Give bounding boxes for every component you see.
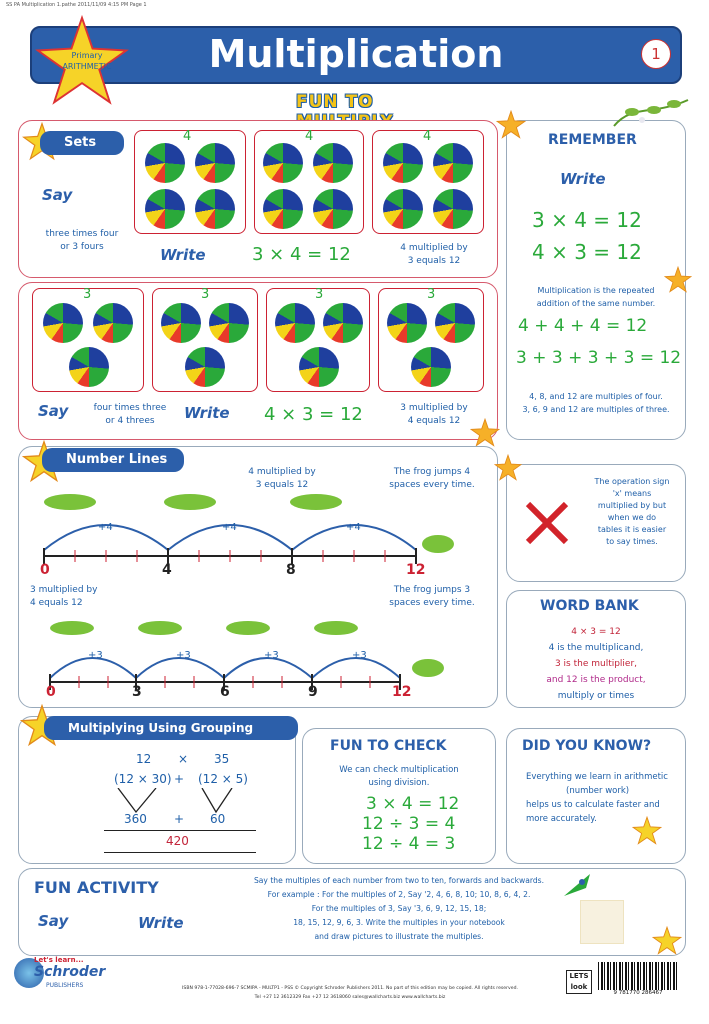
star-icon <box>632 816 662 846</box>
write-icon: Write <box>184 404 230 422</box>
jump-label: +3 <box>352 650 367 661</box>
ball-icon <box>145 189 185 229</box>
op-line: to say times. <box>606 537 658 546</box>
know-line: more accurately. <box>526 814 597 824</box>
mult-line: 3 multiplied by <box>400 403 468 413</box>
say-icon: Say <box>42 186 73 204</box>
jump-label: +4 <box>222 522 237 533</box>
footer-line: ISBN 978-1-77028-696-7 SCMIPA - MULTP1 - PSS © Copyright Schroder Publishers 2011. No part of this edition may be copied. All rights reserved. <box>182 986 518 991</box>
say-text-2 <box>82 402 178 428</box>
nl-mark: 12 <box>392 684 412 700</box>
multiples-line: 4, 8, and 12 are multiples of four. <box>529 392 663 401</box>
multiplied-text-1 <box>384 242 484 268</box>
multiples-line: 3, 6, 9 and 12 are multiples of three. <box>522 405 670 414</box>
word-bank-heading: WORD BANK <box>540 598 639 614</box>
jump-label: +4 <box>346 522 361 533</box>
remember-line: addition of the same number. <box>536 299 656 308</box>
say-icon: Say <box>38 402 69 420</box>
know-line: Everything we learn in arithmetic <box>526 772 668 782</box>
ball-icon <box>383 189 423 229</box>
ball-icon <box>313 143 353 183</box>
know-line: (number work) <box>566 786 630 796</box>
divider <box>104 852 256 853</box>
grouping-plus2: + <box>174 812 185 826</box>
multiplied-text-2 <box>384 402 484 428</box>
frog-line: spaces every time. <box>389 480 475 490</box>
nl-mark: 4 <box>162 562 172 578</box>
say-line-4: or 4 threes <box>105 416 155 426</box>
set-count: 3 <box>83 287 92 302</box>
activity-heading: FUN ACTIVITY <box>34 878 159 897</box>
logo-line: look <box>570 983 588 991</box>
nl-line: 3 equals 12 <box>255 480 309 490</box>
footer-text <box>150 984 550 1002</box>
grouping-g2: (12 × 5) <box>198 772 248 786</box>
wb-line: 3 is the multiplier, <box>554 659 638 669</box>
word-bank-text <box>506 624 686 704</box>
equation-4x3: 4 × 3 = 12 <box>264 404 363 425</box>
rocket-icon <box>560 870 596 900</box>
jump-label: +4 <box>98 522 113 533</box>
ball-icon <box>411 347 451 387</box>
write-icon: Write <box>138 914 184 932</box>
set-count: 4 <box>183 129 192 144</box>
ball-icon <box>161 303 201 343</box>
set-count: 4 <box>305 129 314 144</box>
remember-eq2: 4 × 3 = 12 <box>532 240 642 264</box>
op-line: The operation sign <box>594 477 670 486</box>
logo-line: LETS <box>569 972 589 980</box>
grouping-plus: + <box>174 772 185 786</box>
wb-line: multiply or times <box>557 691 635 701</box>
say-icon: Say <box>38 912 69 930</box>
page-number: 1 <box>641 39 671 69</box>
wb-line: 4 is the multiplicand, <box>548 643 644 653</box>
activity-text <box>234 874 564 944</box>
remember-eq1: 3 × 4 = 12 <box>532 208 642 232</box>
op-line: 'x' means <box>612 489 652 498</box>
notepad-icon <box>580 900 624 944</box>
frog-line: The frog jumps 4 <box>393 467 471 477</box>
check-text <box>304 764 494 790</box>
mult-line: 4 equals 12 <box>407 416 461 426</box>
ball-icon <box>433 189 473 229</box>
nl-mark: 9 <box>308 684 318 700</box>
set-box <box>32 288 144 392</box>
equation-3x4: 3 × 4 = 12 <box>252 244 351 265</box>
grouping-r1: 360 <box>124 812 147 826</box>
grouping-n1: 12 <box>136 752 152 766</box>
set-count: 3 <box>315 287 324 302</box>
ball-icon <box>185 347 225 387</box>
set-box <box>134 130 246 234</box>
ball-icon <box>93 303 133 343</box>
ball-icon <box>263 143 303 183</box>
ball-icon <box>43 303 83 343</box>
activity-line: and draw pictures to illustrate the multiples. <box>314 932 484 941</box>
wb-line: 4 × 3 = 12 <box>571 627 621 637</box>
barcode-icon <box>598 962 678 990</box>
primary-badge <box>52 50 122 72</box>
write-icon: Write <box>160 246 206 264</box>
grouping-op: × <box>178 752 189 766</box>
footer-line: Tel +27 12 3612329 Fax +27 12 3618060 sales@wallcharts.biz www.wallcharts.biz <box>254 995 446 1000</box>
say-line-1: three times four <box>45 229 119 239</box>
check-line: using division. <box>368 778 430 788</box>
nl-mark: 3 <box>132 684 142 700</box>
say-line-2: or 3 fours <box>60 242 104 252</box>
op-line: tables it is easier <box>597 525 667 534</box>
say-text <box>32 228 132 254</box>
print-note: SS PA Multiplication 1.pathe 2011/11/09 4:15 PM Page 1 <box>6 2 147 8</box>
jump-label: +3 <box>264 650 279 661</box>
set-box <box>266 288 370 392</box>
ball-icon <box>263 189 303 229</box>
set-box <box>254 130 364 234</box>
barcode-number: 9 781770 286467 <box>613 990 663 996</box>
number-line-2 <box>30 598 490 698</box>
activity-line: For the multiples of 3, Say '3, 6, 9, 12, 15, 18; <box>311 904 487 913</box>
page-title: Multiplication <box>208 32 504 76</box>
ball-icon <box>383 143 423 183</box>
ball-icon <box>195 189 235 229</box>
check-heading: FUN TO CHECK <box>330 738 447 754</box>
check-eq2: 12 ÷ 3 = 4 <box>362 814 456 834</box>
grouping-tag: Multiplying Using Grouping <box>44 716 298 740</box>
star-icon <box>652 926 682 956</box>
activity-line: 18, 15, 12, 9, 6, 3. Write the multiples in your notebook <box>293 918 505 927</box>
lets-look-logo <box>566 970 592 994</box>
grouping-total: 420 <box>166 834 189 848</box>
ball-icon <box>387 303 427 343</box>
remember-line: Multiplication is the repeated <box>537 286 655 295</box>
nl-line: 4 equals 12 <box>30 598 83 608</box>
nl-mark: 12 <box>406 562 426 578</box>
star-icon <box>664 266 692 294</box>
nl-mark: 0 <box>40 562 50 578</box>
brand-tagline: Let's learn... <box>34 956 84 964</box>
nl-mark: 8 <box>286 562 296 578</box>
write-icon: Write <box>560 170 606 188</box>
vine-icon <box>612 96 690 130</box>
frog-line: The frog jumps 3 <box>393 585 471 595</box>
ball-icon <box>435 303 475 343</box>
ball-icon <box>145 143 185 183</box>
ball-icon <box>209 303 249 343</box>
set-count: 4 <box>423 129 432 144</box>
op-line: when we do <box>607 513 657 522</box>
ball-icon <box>323 303 363 343</box>
times-sign-icon <box>522 498 572 548</box>
ball-icon <box>69 347 109 387</box>
ball-icon <box>275 303 315 343</box>
grouping-r2: 60 <box>210 812 226 826</box>
remember-text <box>512 284 680 310</box>
mult-line: 4 multiplied by <box>400 243 468 253</box>
check-eq1: 3 × 4 = 12 <box>366 794 460 814</box>
grouping-n2: 35 <box>214 752 230 766</box>
remember-add1: 4 + 4 + 4 = 12 <box>518 316 648 336</box>
know-line: helps us to calculate faster and <box>526 800 660 810</box>
star-icon <box>496 110 526 140</box>
frog-line: spaces every time. <box>389 598 475 608</box>
grouping-g1: (12 × 30) <box>114 772 172 786</box>
badge-line-2: ARITHMETIC <box>62 62 112 71</box>
wb-line: and 12 is the product, <box>546 675 646 685</box>
brand-sub: PUBLISHERS <box>46 982 84 989</box>
jump-label: +3 <box>88 650 103 661</box>
sets-tag: Sets <box>40 131 124 155</box>
nl-line: 3 multiplied by <box>30 585 98 595</box>
remember-multiples <box>508 390 684 416</box>
fun-to-multiply-heading: FUN TO <box>296 92 374 112</box>
nl-mark: 0 <box>46 684 56 700</box>
divider <box>104 830 256 831</box>
set-box <box>372 130 484 234</box>
brand-name: Schroder <box>34 964 106 980</box>
check-eq3: 12 ÷ 4 = 3 <box>362 834 456 854</box>
mult-line: 3 equals 12 <box>407 256 461 266</box>
ball-icon <box>299 347 339 387</box>
jump-label: +3 <box>176 650 191 661</box>
nl-mark: 6 <box>220 684 230 700</box>
set-count: 3 <box>201 287 210 302</box>
nl-line: 4 multiplied by <box>248 467 316 477</box>
op-line: multiplied by but <box>597 501 667 510</box>
say-line-3: four times three <box>93 403 167 413</box>
badge-line-1: Primary <box>71 51 103 60</box>
remember-heading: REMEMBER <box>548 132 637 148</box>
know-heading: DID YOU KNOW? <box>522 738 652 754</box>
activity-line: Say the multiples of each number from two to ten, forwards and backwards. <box>253 876 545 885</box>
remember-add2: 3 + 3 + 3 + 3 = 12 <box>516 348 682 368</box>
set-box <box>378 288 484 392</box>
set-box <box>152 288 258 392</box>
ball-icon <box>313 189 353 229</box>
operation-text <box>584 476 680 548</box>
number-lines-tag: Number Lines <box>42 448 184 472</box>
star-icon <box>494 454 522 482</box>
activity-line: For example : For the multiples of 2, Say '2, 4, 6, 8, 10; 10, 8, 6, 4, 2. <box>267 890 531 899</box>
ball-icon <box>195 143 235 183</box>
ball-icon <box>433 143 473 183</box>
set-count: 3 <box>427 287 436 302</box>
check-line: We can check multiplication <box>339 765 459 775</box>
star-icon <box>470 418 500 448</box>
